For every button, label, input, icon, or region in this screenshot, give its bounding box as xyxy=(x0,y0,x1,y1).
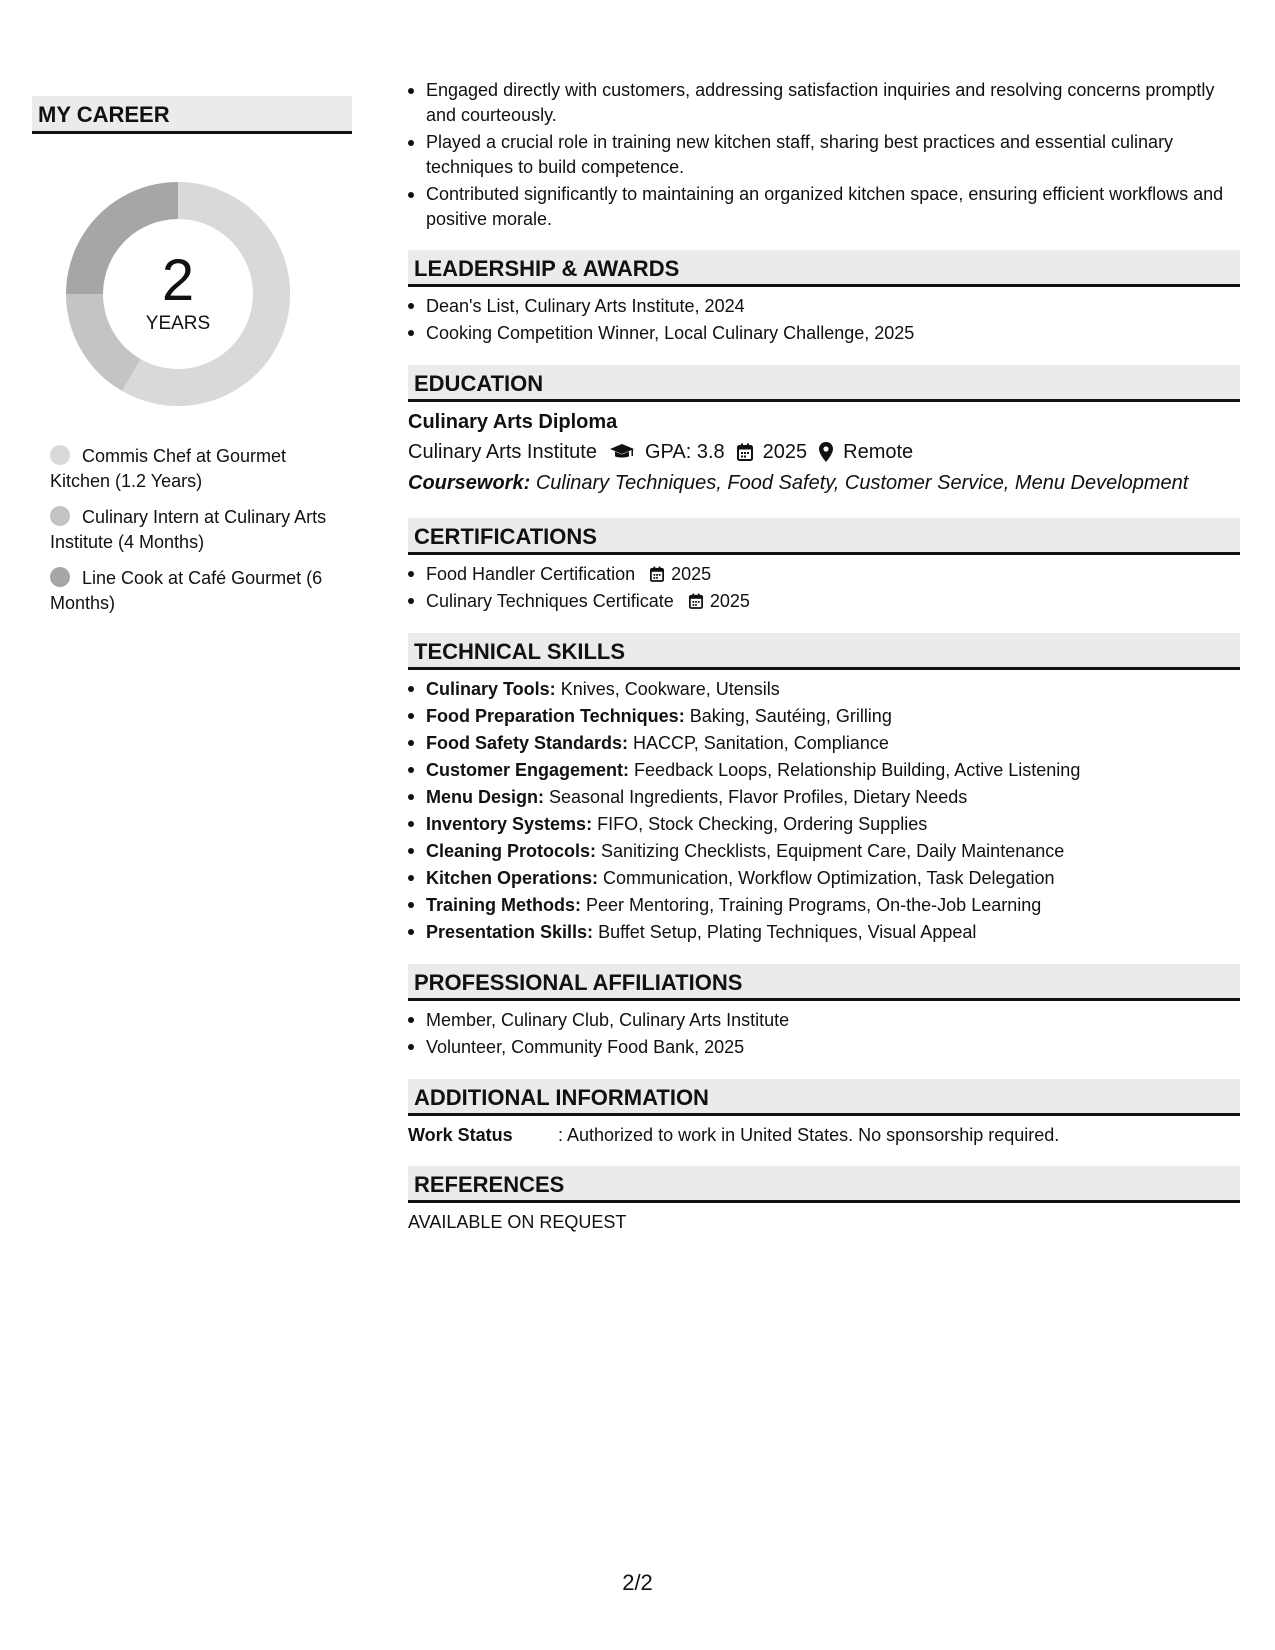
affiliations-heading: PROFESSIONAL AFFILIATIONS xyxy=(408,964,1240,1001)
work-status-row xyxy=(408,1122,1240,1148)
calendar-icon xyxy=(689,593,703,609)
legend-label: Commis Chef at Gourmet Kitchen (1.2 Years) xyxy=(50,446,287,491)
experience-bullets xyxy=(408,78,1240,232)
education-degree: Culinary Arts Diploma xyxy=(408,411,618,433)
skill-value: FIFO, Stock Checking, Ordering Supplies xyxy=(597,814,928,834)
legend-dot-icon xyxy=(50,567,70,587)
skill-label: Food Preparation Techniques: xyxy=(426,706,685,726)
certification-item xyxy=(408,588,1240,615)
legend-item xyxy=(50,444,340,494)
coursework-value: Culinary Techniques, Food Safety, Customer Service, Menu Development xyxy=(535,472,1189,494)
location-pin-icon xyxy=(819,442,833,462)
skills-list xyxy=(408,676,1240,946)
skill-value: Baking, Sautéing, Grilling xyxy=(689,706,892,726)
experience-bullet: Played a crucial role in training new kitchen staff, sharing best practices and essential culinary techniques to build competence. xyxy=(408,130,1240,180)
skill-value: Buffet Setup, Plating Techniques, Visual Appeal xyxy=(598,922,977,942)
skill-label: Kitchen Operations: xyxy=(426,868,599,888)
career-heading: MY CAREER xyxy=(32,96,352,134)
references-text: AVAILABLE ON REQUEST xyxy=(408,1212,627,1232)
certifications-list xyxy=(408,561,1240,615)
skill-label: Menu Design: xyxy=(426,787,545,807)
legend-dot-icon xyxy=(50,506,70,526)
main-content xyxy=(408,78,1240,1235)
skill-value: Communication, Workflow Optimization, Task Delegation xyxy=(603,868,1055,888)
certification-year: 2025 xyxy=(709,591,750,611)
skill-item xyxy=(408,838,1240,865)
career-donut-chart xyxy=(66,182,290,406)
skill-item xyxy=(408,703,1240,730)
skill-value: Sanitizing Checklists, Equipment Care, Daily Maintenance xyxy=(601,841,1065,861)
affiliations-list xyxy=(408,1007,1240,1061)
skills-heading: TECHNICAL SKILLS xyxy=(408,633,1240,670)
legend-item xyxy=(50,566,340,616)
certification-name: Food Handler Certification xyxy=(426,564,636,584)
page-number: 2/2 xyxy=(622,1570,653,1595)
education-year: 2025 xyxy=(762,441,808,463)
work-status-value: : Authorized to work in United States. No sponsorship required. xyxy=(558,1125,1060,1145)
legend-label: Culinary Intern at Culinary Arts Institute (4 Months) xyxy=(50,507,327,552)
certification-item xyxy=(408,561,1240,588)
legend-dot-icon xyxy=(50,445,70,465)
education-location: Remote xyxy=(843,441,914,463)
career-total-number: 2 xyxy=(161,248,195,313)
skill-label: Cleaning Protocols: xyxy=(426,841,597,861)
certification-year: 2025 xyxy=(671,564,712,584)
skill-item xyxy=(408,865,1240,892)
skill-label: Training Methods: xyxy=(426,895,581,915)
skill-item xyxy=(408,784,1240,811)
skill-item xyxy=(408,730,1240,757)
skill-label: Food Safety Standards: xyxy=(426,733,629,753)
certifications-heading: CERTIFICATIONS xyxy=(408,518,1240,555)
skill-label: Presentation Skills: xyxy=(426,922,594,942)
affiliation-item: Member, Culinary Club, Culinary Arts Institute xyxy=(408,1007,1240,1034)
graduation-cap-icon xyxy=(609,443,635,461)
skill-item xyxy=(408,811,1240,838)
additional-info-heading: ADDITIONAL INFORMATION xyxy=(408,1079,1240,1116)
skill-item xyxy=(408,919,1240,946)
work-status-label: Work Status xyxy=(408,1125,513,1145)
experience-bullet: Engaged directly with customers, addressing satisfaction inquiries and resolving concerns promptly and courteously. xyxy=(408,78,1240,128)
skill-value: Peer Mentoring, Training Programs, On-the-Job Learning xyxy=(586,895,1042,915)
calendar-icon xyxy=(737,443,753,461)
education-coursework xyxy=(408,468,1240,498)
skill-value: Seasonal Ingredients, Flavor Profiles, Dietary Needs xyxy=(549,787,968,807)
references-heading: REFERENCES xyxy=(408,1166,1240,1203)
leadership-heading: LEADERSHIP & AWARDS xyxy=(408,250,1240,287)
career-sidebar xyxy=(32,96,352,613)
education-gpa: GPA: 3.8 xyxy=(644,441,725,463)
skill-item xyxy=(408,757,1240,784)
certification-name: Culinary Techniques Certificate xyxy=(426,591,674,611)
skill-value: HACCP, Sanitation, Compliance xyxy=(633,733,889,753)
leadership-list xyxy=(408,293,1240,347)
skill-label: Customer Engagement: xyxy=(426,760,630,780)
education-school: Culinary Arts Institute xyxy=(408,441,597,463)
leadership-item: Cooking Competition Winner, Local Culinary Challenge, 2025 xyxy=(408,320,1240,347)
skill-item xyxy=(408,892,1240,919)
skill-value: Feedback Loops, Relationship Building, Active Listening xyxy=(634,760,1081,780)
legend-label: Line Cook at Café Gourmet (6 Months) xyxy=(50,568,323,613)
legend-item xyxy=(50,505,340,555)
affiliation-item: Volunteer, Community Food Bank, 2025 xyxy=(408,1034,1240,1061)
skill-value: Knives, Cookware, Utensils xyxy=(560,679,780,699)
education-heading: EDUCATION xyxy=(408,365,1240,402)
skill-label: Culinary Tools: xyxy=(426,679,556,699)
education-meta xyxy=(408,436,1240,468)
career-legend xyxy=(50,444,340,627)
skill-item xyxy=(408,676,1240,703)
leadership-item: Dean's List, Culinary Arts Institute, 2024 xyxy=(408,293,1240,320)
career-total-unit: YEARS xyxy=(145,313,211,334)
skill-label: Inventory Systems: xyxy=(426,814,593,834)
experience-bullet: Contributed significantly to maintaining an organized kitchen space, ensuring efficient workflows and positive morale. xyxy=(408,182,1240,232)
calendar-icon xyxy=(650,566,664,582)
coursework-label: Coursework: xyxy=(408,472,531,494)
